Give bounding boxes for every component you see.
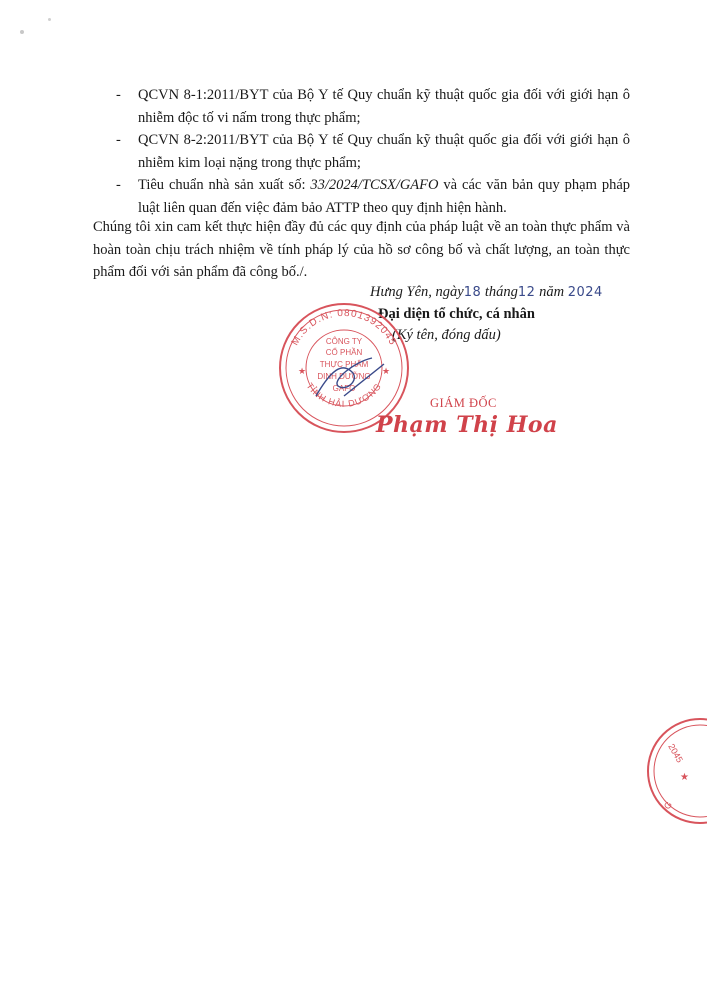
director-label: GIÁM ĐỐC	[430, 396, 497, 410]
seal-line-3: THỰC PHẨM	[319, 360, 369, 369]
director-name: Phạm Thị Hoa	[376, 412, 558, 438]
scan-speck	[20, 30, 24, 34]
seal-ring-text: M.S.D.N: 0801392045	[289, 307, 399, 348]
partial-seal-text: G	[661, 799, 675, 812]
regulation-list	[110, 84, 630, 219]
regulation-item	[110, 129, 630, 174]
seal-line-4: DINH DƯỠNG	[317, 372, 371, 381]
commitment-paragraph: Chúng tôi xin cam kết thực hiện đầy đủ các quy định của pháp luật về an toàn thực phẩm và hoàn toàn chịu trách nhiệm về tính pháp lý của hồ sơ công bố và chất lượng, an toàn thực phẩm đối với sản phẩm đã công bố./.	[93, 219, 630, 280]
handwritten-month: 12	[517, 285, 536, 300]
bullet-dash: -	[116, 87, 121, 103]
scan-speck	[48, 18, 51, 21]
partial-seal-star: ★	[680, 772, 689, 783]
seal-bottom-text: TỈNH HẢI DƯƠNG	[304, 380, 384, 409]
representative-title: Đại diện tổ chức, cá nhân	[378, 306, 535, 322]
regulation-item	[110, 84, 630, 129]
seal-star-right: ★	[382, 366, 391, 376]
regulation-text: Tiêu chuẩn nhà sản xuất số:	[138, 177, 311, 193]
regulation-text: QCVN 8-1:2011/BYT của Bộ Y tế Quy chuẩn kỹ thuật quốc gia đối với giới hạn ô nhiễm độc tố vi nấm trong thực phẩm;	[138, 87, 630, 126]
date-line	[370, 284, 603, 301]
seal-line-5: GAFO	[332, 384, 356, 393]
seal-line-2: CỔ PHẦN	[325, 348, 363, 357]
seal-line-1: CÔNG TY	[325, 337, 363, 346]
bullet-dash: -	[116, 132, 121, 148]
date-place: Hưng Yên, ngày	[370, 284, 464, 300]
regulation-text: và các văn bản quy phạm pháp luật liên quan đến việc đảm bảo ATTP theo quy định hiện hành.	[138, 177, 631, 216]
partial-seal-text: 2045	[666, 742, 685, 765]
partial-seal-icon	[640, 716, 707, 826]
date-month-label: tháng	[481, 284, 518, 300]
date-year-label: năm	[535, 284, 568, 300]
handwritten-day: 18	[463, 285, 482, 300]
seal-star-left: ★	[298, 366, 307, 376]
regulation-text: QCVN 8-2:2011/BYT của Bộ Y tế Quy chuẩn kỹ thuật quốc gia đối với giới hạn ô nhiễm kim loại nặng trong thực phẩm;	[138, 132, 630, 171]
handwritten-year: 2024	[567, 285, 603, 300]
signature-note: (Ký tên, đóng dấu)	[392, 327, 501, 343]
regulation-item	[110, 174, 630, 219]
standard-number: 33/2024/TCSX/GAFO	[310, 177, 439, 193]
bullet-dash: -	[116, 177, 121, 193]
